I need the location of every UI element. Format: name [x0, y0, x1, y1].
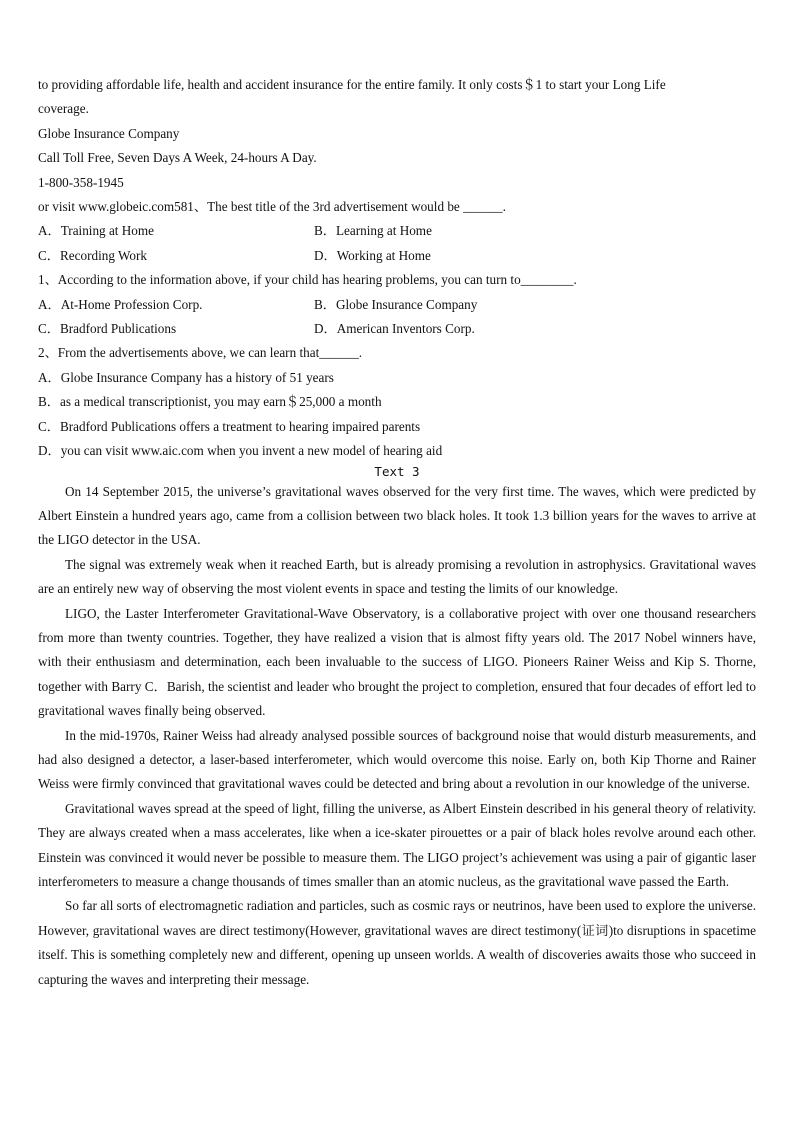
option-row: [38, 293, 756, 317]
section-title: Text 3: [374, 463, 420, 479]
document-content: [38, 73, 756, 992]
option-c: C．Bradford Publications: [38, 321, 177, 337]
option-a: A．Globe Insurance Company has a history of 51 years: [38, 369, 334, 385]
question-stem: 2、From the advertisements above, we can learn that______.: [38, 345, 363, 361]
option-a: A．Training at Home: [38, 223, 154, 239]
text-3-section: [38, 464, 756, 993]
question-stem: or visit www.globeic.com581、The best title of the 3rd advertisement would be ______.: [38, 199, 506, 215]
call-info: Call Toll Free, Seven Days A Week, 24-hours A Day.: [38, 150, 317, 166]
option-c: C．Bradford Publications offers a treatment to hearing impaired parents: [38, 418, 421, 434]
paragraph: Gravitational waves spread at the speed of light, filling the universe, as Albert Einstein described in his general theory of relativity. They are always created when a mass accelerates, like when a ice-skater pirouettes or a pair of black holes revolve around each other. Einstein was convinced it would never be possible to measure them. The LIGO project’s achievement was using a pair of gigantic laser interferometers to measure a change thousands of times smaller than an atomic nucleus, as the gravitational wave passed the Earth.: [38, 800, 756, 889]
phone-number: 1-800-358-1945: [38, 174, 124, 190]
option-d: D．you can visit www.aic.com when you invent a new model of hearing aid: [38, 443, 443, 459]
option-b: B．Learning at Home: [314, 223, 432, 239]
question-1: [38, 268, 756, 341]
option-row: [38, 219, 756, 243]
option-b: B．as a medical transcriptionist, you may earn＄25,000 a month: [38, 394, 382, 410]
company-name: Globe Insurance Company: [38, 125, 180, 141]
ad-text-line: to providing affordable life, health and accident insurance for the entire family. It only costs＄1 to start your Long Life: [38, 77, 666, 92]
ad-text-line: coverage.: [38, 101, 89, 117]
option-row: [38, 317, 756, 341]
paragraph: The signal was extremely weak when it reached Earth, but is already promising a revolution in astrophysics. Gravitational waves are an entirely new way of observing the most violent events in space and testing the limits of our knowledge.: [38, 556, 756, 597]
paragraph: So far all sorts of electromagnetic radiation and particles, such as cosmic rays or neutrinos, have been used to explore the universe. However, gravitational waves are direct testimony(However, gravitational waves are direct testimony(证词)to disruptions in spacetime itself. This is something completely new and different, opening up unseen worlds. A wealth of discoveries awaits those who succeed in capturing the waves and interpreting their message.: [38, 898, 756, 987]
option-d: D．Working at Home: [314, 247, 431, 263]
question-2: [38, 341, 756, 463]
question-stem: 1、According to the information above, if your child has hearing problems, you can turn to________.: [38, 272, 577, 288]
option-row: [38, 244, 756, 268]
option-b: B．Globe Insurance Company: [314, 296, 478, 312]
paragraph: On 14 September 2015, the universe’s gravitational waves observed for the very first time. The waves, which were predicted by Albert Einstein a hundred years ago, came from a collision between two black holes. It took 1.3 billion years for the waves to arrive at the LIGO detector in the USA.: [38, 483, 756, 548]
paragraph: LIGO, the Laster Interferometer Gravitational-Wave Observatory, is a collaborative project with over one thousand researchers from more than twenty countries. Together, they have realized a vision that is almost fifty years old. The 2017 Nobel winners have, with their enthusiasm and determination, each been invaluable to the success of LIGO. Pioneers Rainer Weiss and Kip S. Thorne, together with Barry C．Barish, the scientist and leader who brought the project to completion, ensured that four decades of effort led to gravitational waves finally being observed.: [38, 605, 756, 719]
option-d: D．American Inventors Corp.: [314, 321, 475, 337]
paragraph: In the mid-1970s, Rainer Weiss had already analysed possible sources of background noise that would disturb measurements, and had also designed a detector, a laser-based interferometer, which would overcome this noise. Early on, both Kip Thorne and Rainer Weiss were firmly convinced that gravitational waves could be detected and bring about a revolution in our knowledge of the universe.: [38, 727, 756, 792]
advertisement-3-tail: [38, 73, 756, 195]
option-a: A．At-Home Profession Corp.: [38, 296, 203, 312]
option-c: C．Recording Work: [38, 247, 147, 263]
question-581: [38, 195, 756, 268]
